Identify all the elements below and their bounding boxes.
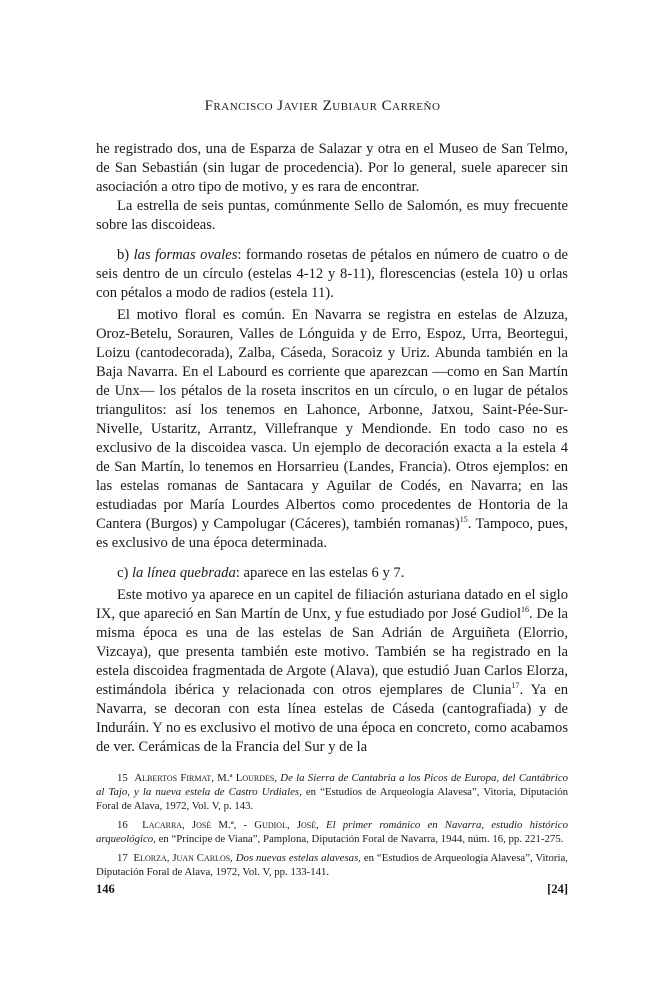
running-head: Francisco Javier Zubiaur Carreño: [204, 98, 441, 114]
footnote-ref: 15: [459, 515, 468, 525]
footnote-author: Elorza, Juan Carlos,: [133, 852, 233, 864]
paragraph: [96, 586, 568, 757]
item-title: la línea quebrada: [132, 565, 236, 581]
item-marker: b): [117, 247, 130, 263]
page-footer: [96, 882, 568, 897]
footnote: [96, 771, 568, 813]
paragraph: [96, 140, 568, 197]
item-title: las formas ovales: [133, 247, 238, 263]
paragraph-text: La estrella de seis puntas, comúnmente Sello de Salomón, es muy frecuente sobre las discoideas.: [96, 198, 568, 233]
footnote-number: 16: [117, 819, 128, 831]
footnote: [96, 818, 568, 846]
footnote-text: en “Estudios de Arqueología Alavesa”, Vitoria, Diputación Foral de Alava, 1972, Vol. V, p. 143.: [96, 786, 568, 812]
footnotes: [96, 771, 568, 884]
list-item-b: [96, 246, 568, 303]
footnote-title: Dos nuevas estelas alavesas,: [235, 852, 361, 864]
section-page-number: [24]: [547, 882, 568, 896]
footnote-title: De la Sierra de Cantabria a los Picos de Europa, del Cantábrico al Tajo, y la nueva estela de Castro Urdiales,: [96, 772, 569, 798]
list-item-c: [96, 564, 568, 583]
paragraph-text: El motivo floral es común. En Navarra se registra en estelas de Alzuza, Oroz-Betelu, Sorauren, Valles de Lónguida y de Erro, Espoz, Urra, Beortegui, Loizu (cantodecorada), Zalba, Cáseda, Soracoiz y Uriz. Abunda también en la Baja Navarra. En el Labourd es corriente que aparezcan —como en San Martín de Unx— los pétalos de la roseta inscritos en un círculo, o en lugar de pétalos triangulitos: así los tenemos en Lahonce, Arbonne, Jatxou, Saint-Pée-Sur-Nivelle, Ustaritz, Arrantz, Villefranque y Mendionde. En todo caso no es exclusivo de la discoidea vasca. Un ejemplo de decoración exacta a la estela 4 de San Martín, lo tenemos en Horsarrieu (Landes, Francia). Otros ejemplos: en las estelas romanas de Santacara y Aguilar de Codés, en Navarra; en las estudiadas por María Lourdes Albertos como procedentes de Hontoria de la Cantera (Burgos) y Campolugar (Cáceres), también romanas): [96, 307, 568, 532]
footnote-text: en “Estudios de Arqueología Alavesa”, Vitoria, Diputación Foral de Alava, 1972, Vol. V, pp. 133-141.: [96, 852, 569, 878]
paragraph-text: . Tampoco, pues, es exclusivo de una época determinada.: [96, 516, 569, 551]
footnote-author: Albertos Firmat, M.ª Lourdes,: [134, 772, 278, 784]
footnote: [96, 851, 568, 879]
footnote-number: 15: [117, 772, 128, 784]
item-marker: c): [117, 565, 129, 581]
paragraph-text: he registrado dos, una de Esparza de Salazar y otra en el Museo de San Telmo, de San Sebastián (sin lugar de procedencia). Por lo general, suele aparecer sin asociación a otro tipo de motivo, y es rara de encontrar.: [96, 141, 568, 195]
footnote-number: 17: [117, 852, 128, 864]
footnote-ref: 16: [521, 605, 530, 615]
item-text: : aparece en las estelas 6 y 7.: [235, 565, 405, 581]
paragraph-text: Este motivo ya aparece en un capitel de filiación asturiana datado en el siglo IX, que apareció en San Martín de Unx, y fue estudiado por José Gudiol: [96, 587, 568, 622]
footnote-author: Lacarra, José M.ª, - Gudiol, José,: [142, 819, 319, 831]
footnote-ref: 17: [511, 681, 520, 691]
main-text: [96, 140, 568, 757]
footnote-text: en “Príncipe de Viana”, Pamplona, Diputación Foral de Navarra, 1944, núm. 16, pp. 221-275.: [158, 833, 564, 845]
footnote-title: El primer románico en Navarra, estudio histórico arqueológico,: [96, 819, 569, 845]
paragraph-text: . Ya en Navarra, se decoran con esta línea estelas de Cáseda (cantografiada) y de Induráin. Y no es exclusivo el motivo de una época en concreto, como acabamos de ver. Cerámicas de la Francia del Sur y de la: [96, 682, 569, 755]
paragraph-text: . De la misma época es una de las estelas de San Adrián de Arguiñeta (Elorrio, Vizcaya), que presenta también este motivo. También se ha registrado en la estela discoidea fragmentada de Argote (Alava), que estudió Juan Carlos Elorza, estimándola ibérica y relacionada con otros ejemplares de Clunia: [96, 606, 568, 698]
item-text: : formando rosetas de pétalos en número de cuatro o de seis dentro de un círculo (estelas 4-12 y 8-11), florescencias (estela 10) u orlas con pétalos a modo de radios (estela 11).: [96, 247, 568, 301]
paragraph: [96, 197, 568, 235]
paragraph: [96, 306, 568, 553]
page-number: 146: [96, 882, 115, 896]
